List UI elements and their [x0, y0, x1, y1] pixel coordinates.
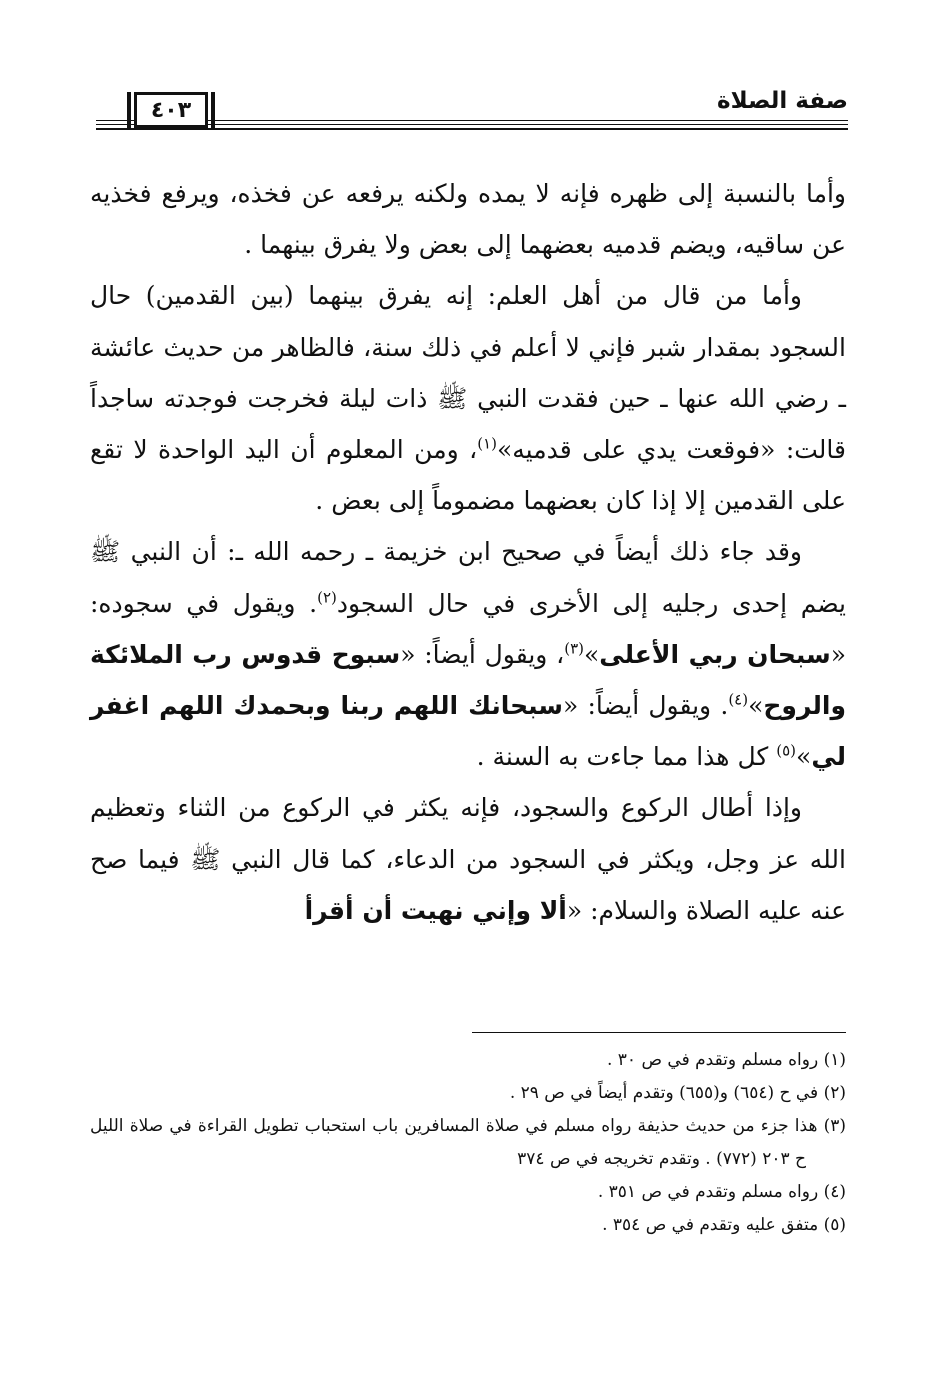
running-title: صفة الصلاة [707, 88, 848, 114]
text-run: » [584, 639, 600, 669]
quoted-supplication: ألا وإني نهيت أن أقرأ [304, 895, 567, 925]
footnote: (٥) متفق عليه وتقدم في ص ٣٥٤ . [602, 1215, 846, 1235]
paragraph [90, 168, 846, 270]
footnote: (١) رواه مسلم وتقدم في ص ٣٠ . [606, 1050, 846, 1070]
text-run: » [748, 691, 764, 721]
paragraph [90, 782, 846, 936]
paragraph [90, 270, 846, 526]
text-run: وقد جاء ذلك أيضاً في صحيح ابن خزيمة ـ رحمه الله ـ: أن النبي ﷺ يضم إحدى رجليه إلى الأخرى في حال السجود [90, 537, 846, 618]
text-run: ، ومن المعلوم أن اليد الواحدة لا تقع على القدمين إلا إذا كان بعضهما مضموماً إلى بعض . [90, 435, 846, 516]
header-rule [96, 128, 848, 130]
text-run: وإذا أطال الركوع والسجود، فإنه يكثر في الركوع من الثناء وتعظيم الله عز وجل، ويكثر في السجود من الدعاء، كما قال النبي ﷺ فيما صح عنه عليه الصلاة والسلام: « [90, 793, 846, 925]
body-text [90, 168, 846, 936]
paragraph [90, 526, 846, 782]
footnote-separator [472, 1032, 846, 1033]
footnote: (٣) هذا جزء من حديث حذيفة رواه مسلم في صلاة المسافرين باب استحباب تطويل القراءة في صلاة الليل ح ٢٠٣ (٧٧٢) . وتقدم تخريجه في ص ٣٧٤ [90, 1116, 846, 1169]
footnotes [90, 1044, 846, 1242]
footnote-marker: (١) [477, 434, 497, 453]
text-run: وأما بالنسبة إلى ظهره فإنه لا يمده ولكنه يرفعه عن فخذه، ويرفع فخذيه عن ساقيه، ويضم قدميه بعضهما إلى بعض ولا يفرق بينهما . [90, 179, 846, 260]
footnote-marker: (٣) [564, 639, 584, 658]
text-run: . ويقول أيضاً: « [562, 691, 729, 721]
quoted-supplication: سبوح قدوس رب الملائكة والروح [90, 639, 846, 721]
quoted-supplication: سبحان ربي الأعلى [599, 639, 831, 669]
quoted-supplication: سبحانك اللهم ربنا وبحمدك اللهم اغفر لي [90, 691, 846, 772]
page-header [96, 88, 848, 134]
text-run: كل هذا مما جاءت به السنة . [476, 742, 777, 772]
header-rule [96, 124, 848, 125]
footnote-marker: (٤) [728, 690, 749, 709]
text-run: . ويقول في سجوده: « [90, 588, 846, 669]
footnote-marker: (٢) [317, 588, 337, 607]
footnote: (٤) رواه مسلم وتقدم في ص ٣٥١ . [597, 1182, 846, 1202]
text-run: » [796, 742, 812, 772]
header-rule [96, 120, 848, 121]
text-run: ، ويقول أيضاً: « [400, 639, 565, 669]
footnote-marker: (٥) [776, 741, 797, 760]
footnote: (٢) في ح (٦٥٤) و(٦٥٥) وتقدم أيضاً في ص ٢٩ . [509, 1083, 846, 1103]
text-run: وأما من قال من أهل العلم: إنه يفرق بينهما (بين القدمين) حال السجود بمقدار شبر فإني لا أعلم في ذلك سنة، فالظاهر من حديث عائشة ـ رضي الله عنها ـ حين فقدت النبي ﷺ ذات ليلة فخرجت فوجدته ساجداً قالت: «فوقعت يدي على قدميه» [90, 281, 846, 465]
page-number: ٤٠٣ [134, 92, 208, 128]
